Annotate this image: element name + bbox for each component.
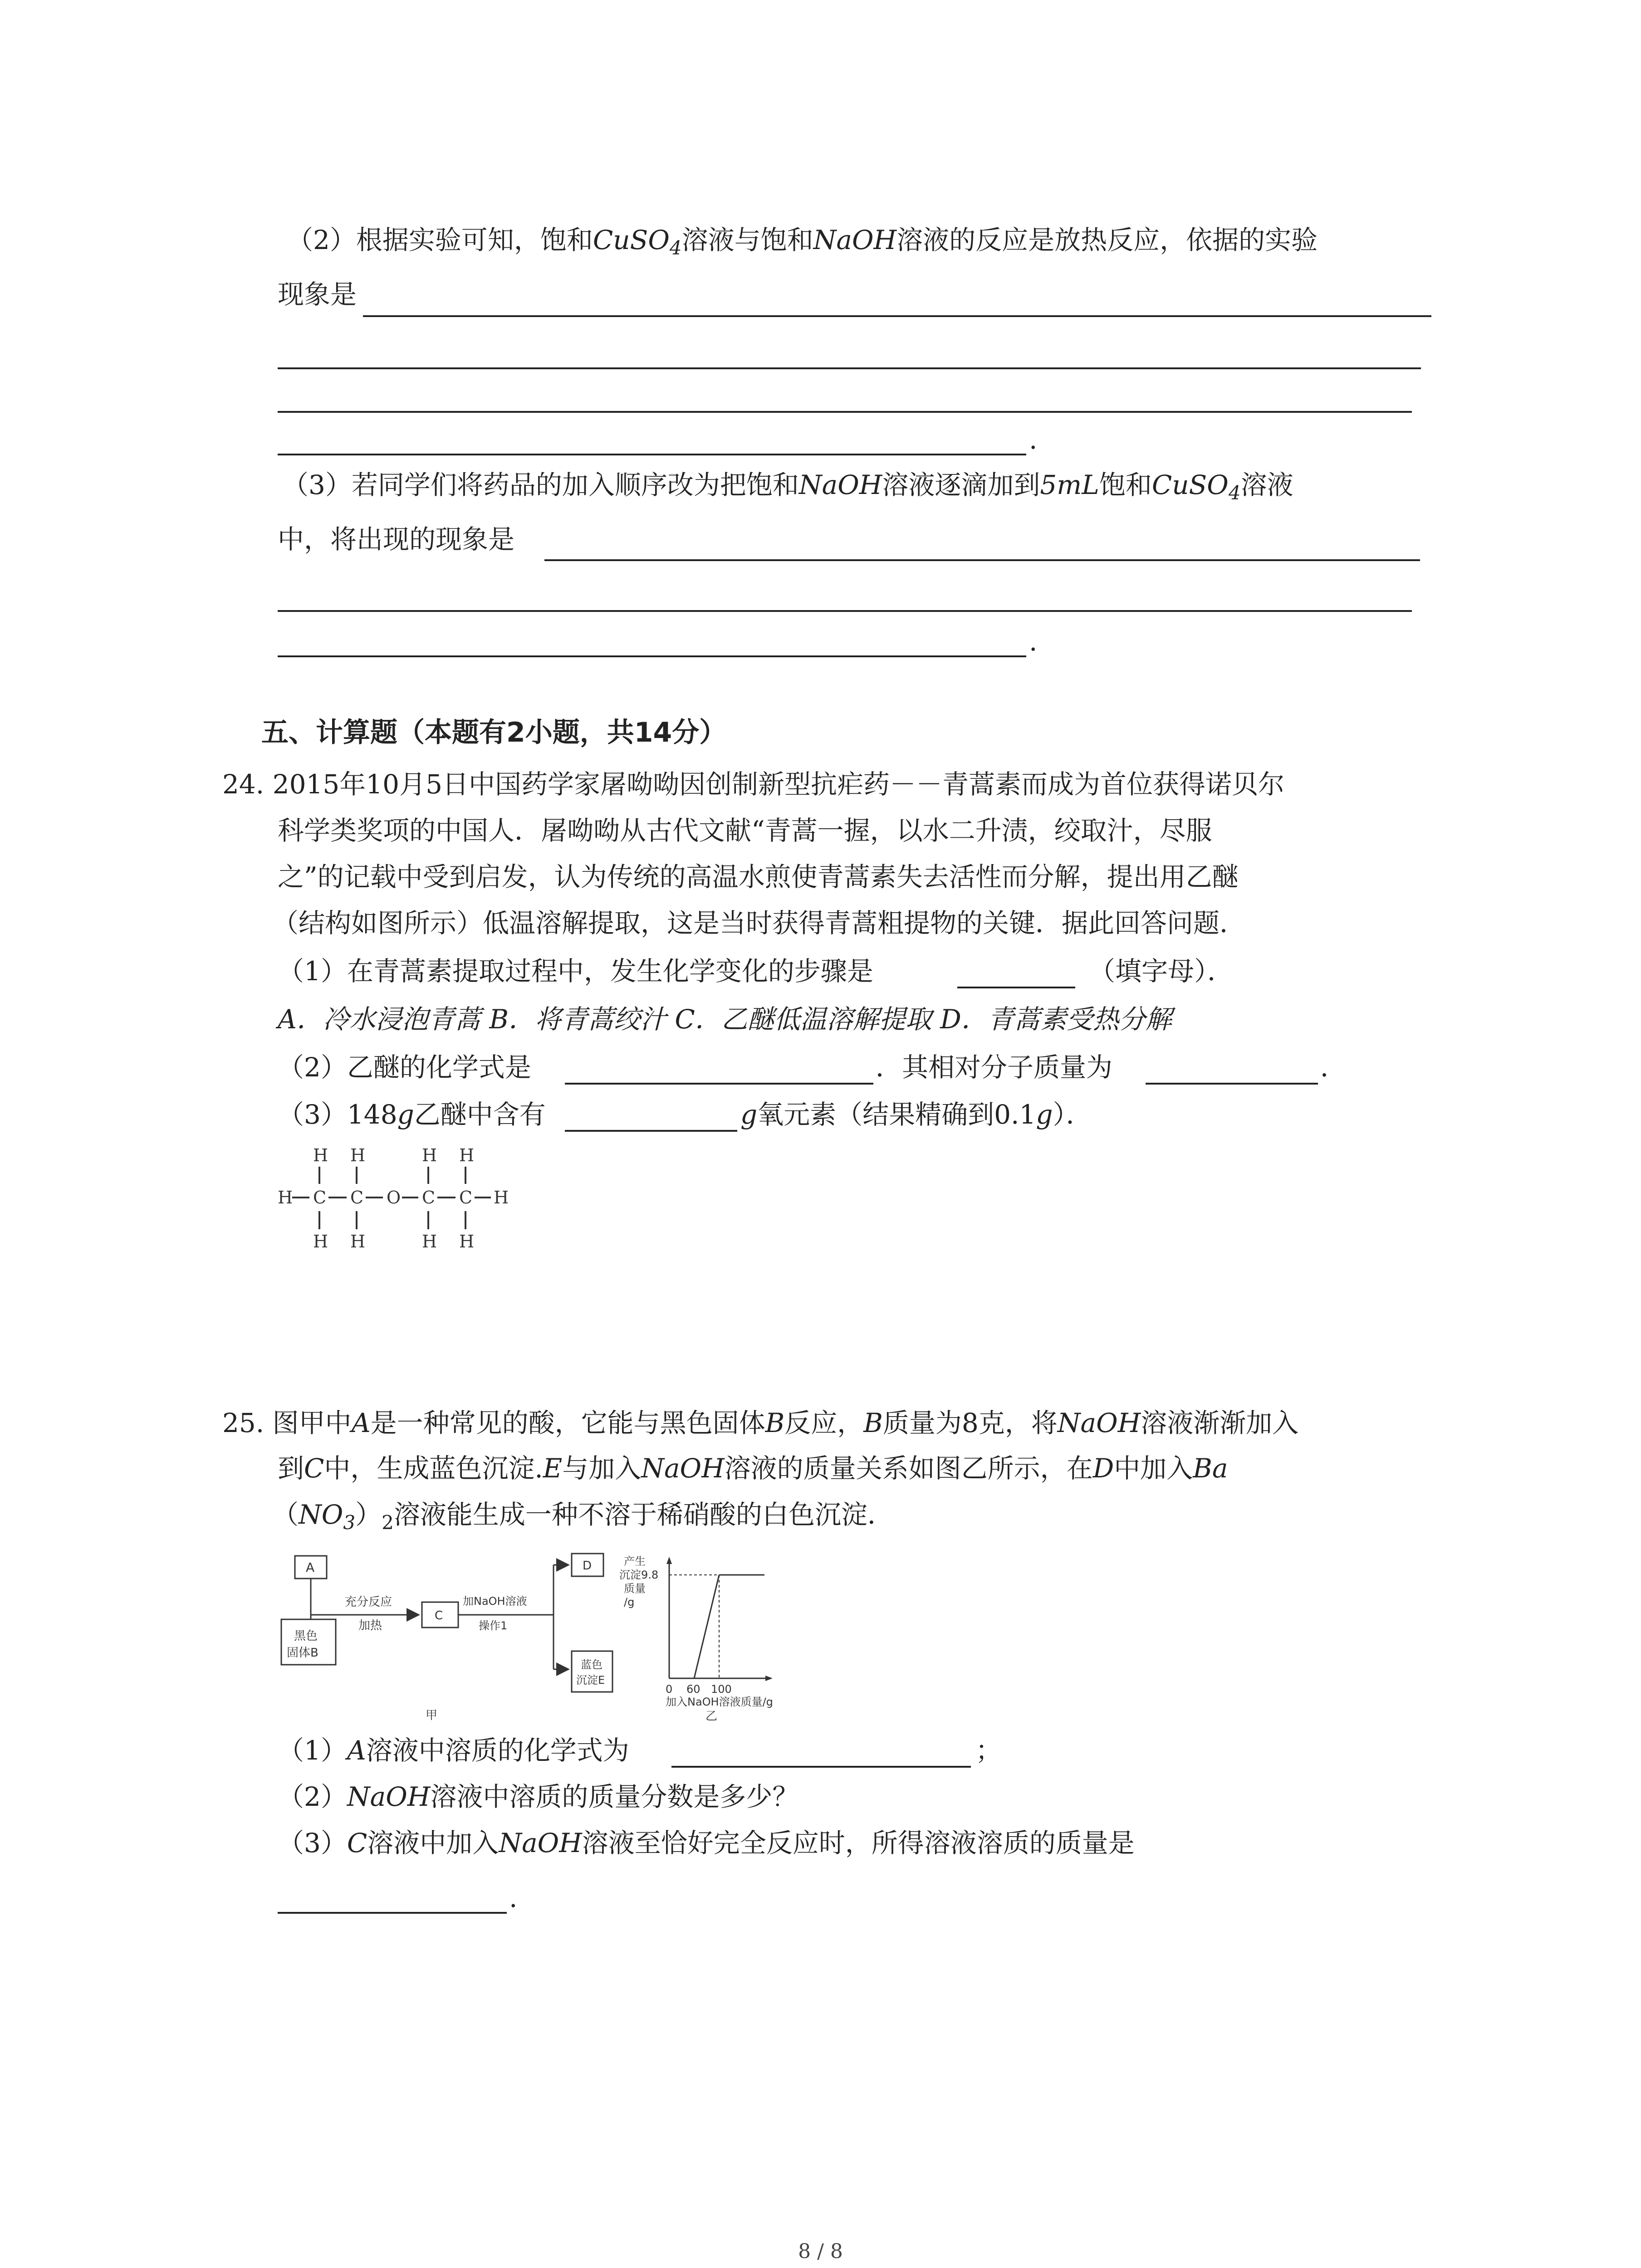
answer-blank[interactable] (278, 411, 1412, 413)
q24-part2-a: （2）乙醚的化学式是 (278, 1052, 531, 1083)
x-axis-label: 加入NaOH溶液质量/g (666, 1696, 773, 1708)
atom-H: H (313, 1232, 328, 1251)
q24-line1: 24. 2015年10月5日中国药学家屠呦呦因创制新型抗疟药－－青蒿素而成为首位获得诺贝尔 (222, 769, 1284, 800)
atom-H: H (278, 1188, 293, 1207)
atom-C: C (313, 1188, 327, 1207)
answer-blank[interactable] (278, 367, 1421, 369)
answer-blank[interactable] (671, 1766, 971, 1768)
box-a-label: A (306, 1560, 315, 1575)
x-tick-60: 60 (686, 1683, 700, 1696)
atom-H: H (459, 1232, 475, 1251)
y-label-1: 产生 (624, 1555, 646, 1568)
atom-C: C (350, 1188, 364, 1207)
answer-blank[interactable] (565, 1083, 873, 1085)
q24-part2-b: ．其相对分子质量为 (876, 1052, 1113, 1083)
q24-part3-b: g氧元素（结果精确到0.1g）． (740, 1099, 1092, 1130)
q3-line1: （3）若同学们将药品的加入顺序改为把饱和NaOH溶液逐滴加到5mL饱和CuSO$_4$溶液 (282, 469, 1293, 504)
figure-label-yi: 乙 (705, 1710, 718, 1723)
x-tick-100: 100 (711, 1683, 732, 1696)
y-label-4: /g (624, 1596, 635, 1608)
q24-part2-c: ． (1320, 1052, 1347, 1083)
answer-blank[interactable] (957, 987, 1075, 988)
page-number: 8 / 8 (798, 2240, 843, 2263)
answer-blank[interactable] (278, 1912, 507, 1914)
box-c-label: C (435, 1609, 443, 1623)
q24-line2: 科学类奖项的中国人．屠呦呦从古代文献“青蒿一握，以水二升渍，绞取汁，尽服 (278, 815, 1212, 846)
arrow1-top-label: 充分反应 (345, 1595, 392, 1609)
q25-part3-end: . (509, 1882, 518, 1913)
q25-line1: 25. 图甲中A是一种常见的酸，它能与黑色固体B反应，B质量为8克，将NaOH溶液渐渐加入 (222, 1408, 1299, 1438)
q2-line2-label: 现象是 (278, 279, 357, 310)
arrow1-bottom-label: 加热 (358, 1619, 382, 1633)
q24-line4: （结构如图所示）低温溶解提取，这是当时获得青蒿粗提物的关键．据此回答问题． (272, 908, 1246, 938)
box-d-label: D (583, 1559, 592, 1573)
atom-C: C (459, 1188, 473, 1207)
figure-label-jia: 甲 (426, 1709, 438, 1722)
q25-part1: （1）A溶液中溶质的化学式为 (278, 1735, 629, 1766)
atom-H: H (422, 1232, 437, 1251)
x-tick-0: 0 (666, 1683, 673, 1696)
q25-line3: $(NO_3)_2$溶液能生成一种不溶于稀硝酸的白色沉淀． (272, 1499, 894, 1534)
answer-blank[interactable] (544, 559, 1420, 561)
arrow2-bottom-label: 操作1 (479, 1619, 508, 1632)
q24-part3-a: （3）148g乙醚中含有 (278, 1099, 546, 1130)
q2-period: . (1029, 424, 1038, 455)
q25-part2: （2）NaOH溶液中溶质的质量分数是多少？ (278, 1781, 799, 1812)
y-label-3: 质量 (624, 1582, 646, 1595)
ether-structure-diagram (278, 1143, 514, 1261)
box-black-label1: 黑色 (294, 1629, 318, 1643)
y-axis-arrow (666, 1557, 672, 1564)
atom-H: H (350, 1232, 366, 1251)
y-label-2: 沉淀9.8 (619, 1569, 659, 1581)
box-e-label2: 沉淀E (576, 1674, 605, 1686)
atom-H: H (422, 1145, 437, 1165)
box-black-label2: 固体B (287, 1646, 318, 1660)
box-e-label1: 蓝色 (581, 1658, 603, 1671)
atom-O: O (387, 1188, 401, 1207)
answer-blank[interactable] (278, 655, 1026, 657)
atom-H: H (459, 1145, 475, 1165)
q3-line2-label: 中，将出现的现象是 (278, 524, 515, 555)
q3-period: . (1029, 626, 1038, 657)
q24-line3: 之”的记载中受到启发，认为传统的高温水煎使青蒿素失去活性而分解，提出用乙醚 (278, 861, 1239, 892)
atom-H: H (494, 1188, 509, 1207)
q24-part1-hint: （填字母）． (1089, 956, 1234, 987)
x-axis-arrow (765, 1676, 773, 1681)
q2-line1: （2）根据实验可知，饱和CuSO$_4$溶液与饱和NaOH溶液的反应是放热反应，依据的实验 (287, 225, 1318, 259)
atom-H: H (313, 1145, 328, 1165)
q25-part3: （3）C溶液中加入NaOH溶液至恰好完全反应时，所得溶液溶质的质量是 (278, 1828, 1135, 1858)
answer-blank[interactable] (363, 315, 1431, 317)
answer-blank[interactable] (565, 1130, 737, 1132)
atom-C: C (422, 1188, 436, 1207)
section-heading: 五、计算题（本题有2小题，共14分） (261, 717, 727, 748)
answer-blank[interactable] (1146, 1083, 1318, 1085)
arrow2-top-label: 加NaOH溶液 (463, 1595, 527, 1608)
q24-options: A．冷水浸泡青蒿 B．将青蒿绞汁 C．乙醚低温溶解提取 D．青蒿素受热分解 (278, 1004, 1172, 1035)
q25-line2: 到C中，生成蓝色沉淀.E与加入NaOH溶液的质量关系如图乙所示，在D中加入Ba (278, 1453, 1228, 1484)
precipitate-graph-yi (615, 1551, 851, 1724)
answer-blank[interactable] (278, 610, 1412, 612)
atom-H: H (350, 1145, 366, 1165)
data-line (694, 1575, 719, 1678)
answer-blank[interactable] (278, 454, 1026, 455)
q24-part1: （1）在青蒿素提取过程中，发生化学变化的步骤是 (278, 956, 873, 987)
q25-part1-end: ； (975, 1735, 1002, 1766)
